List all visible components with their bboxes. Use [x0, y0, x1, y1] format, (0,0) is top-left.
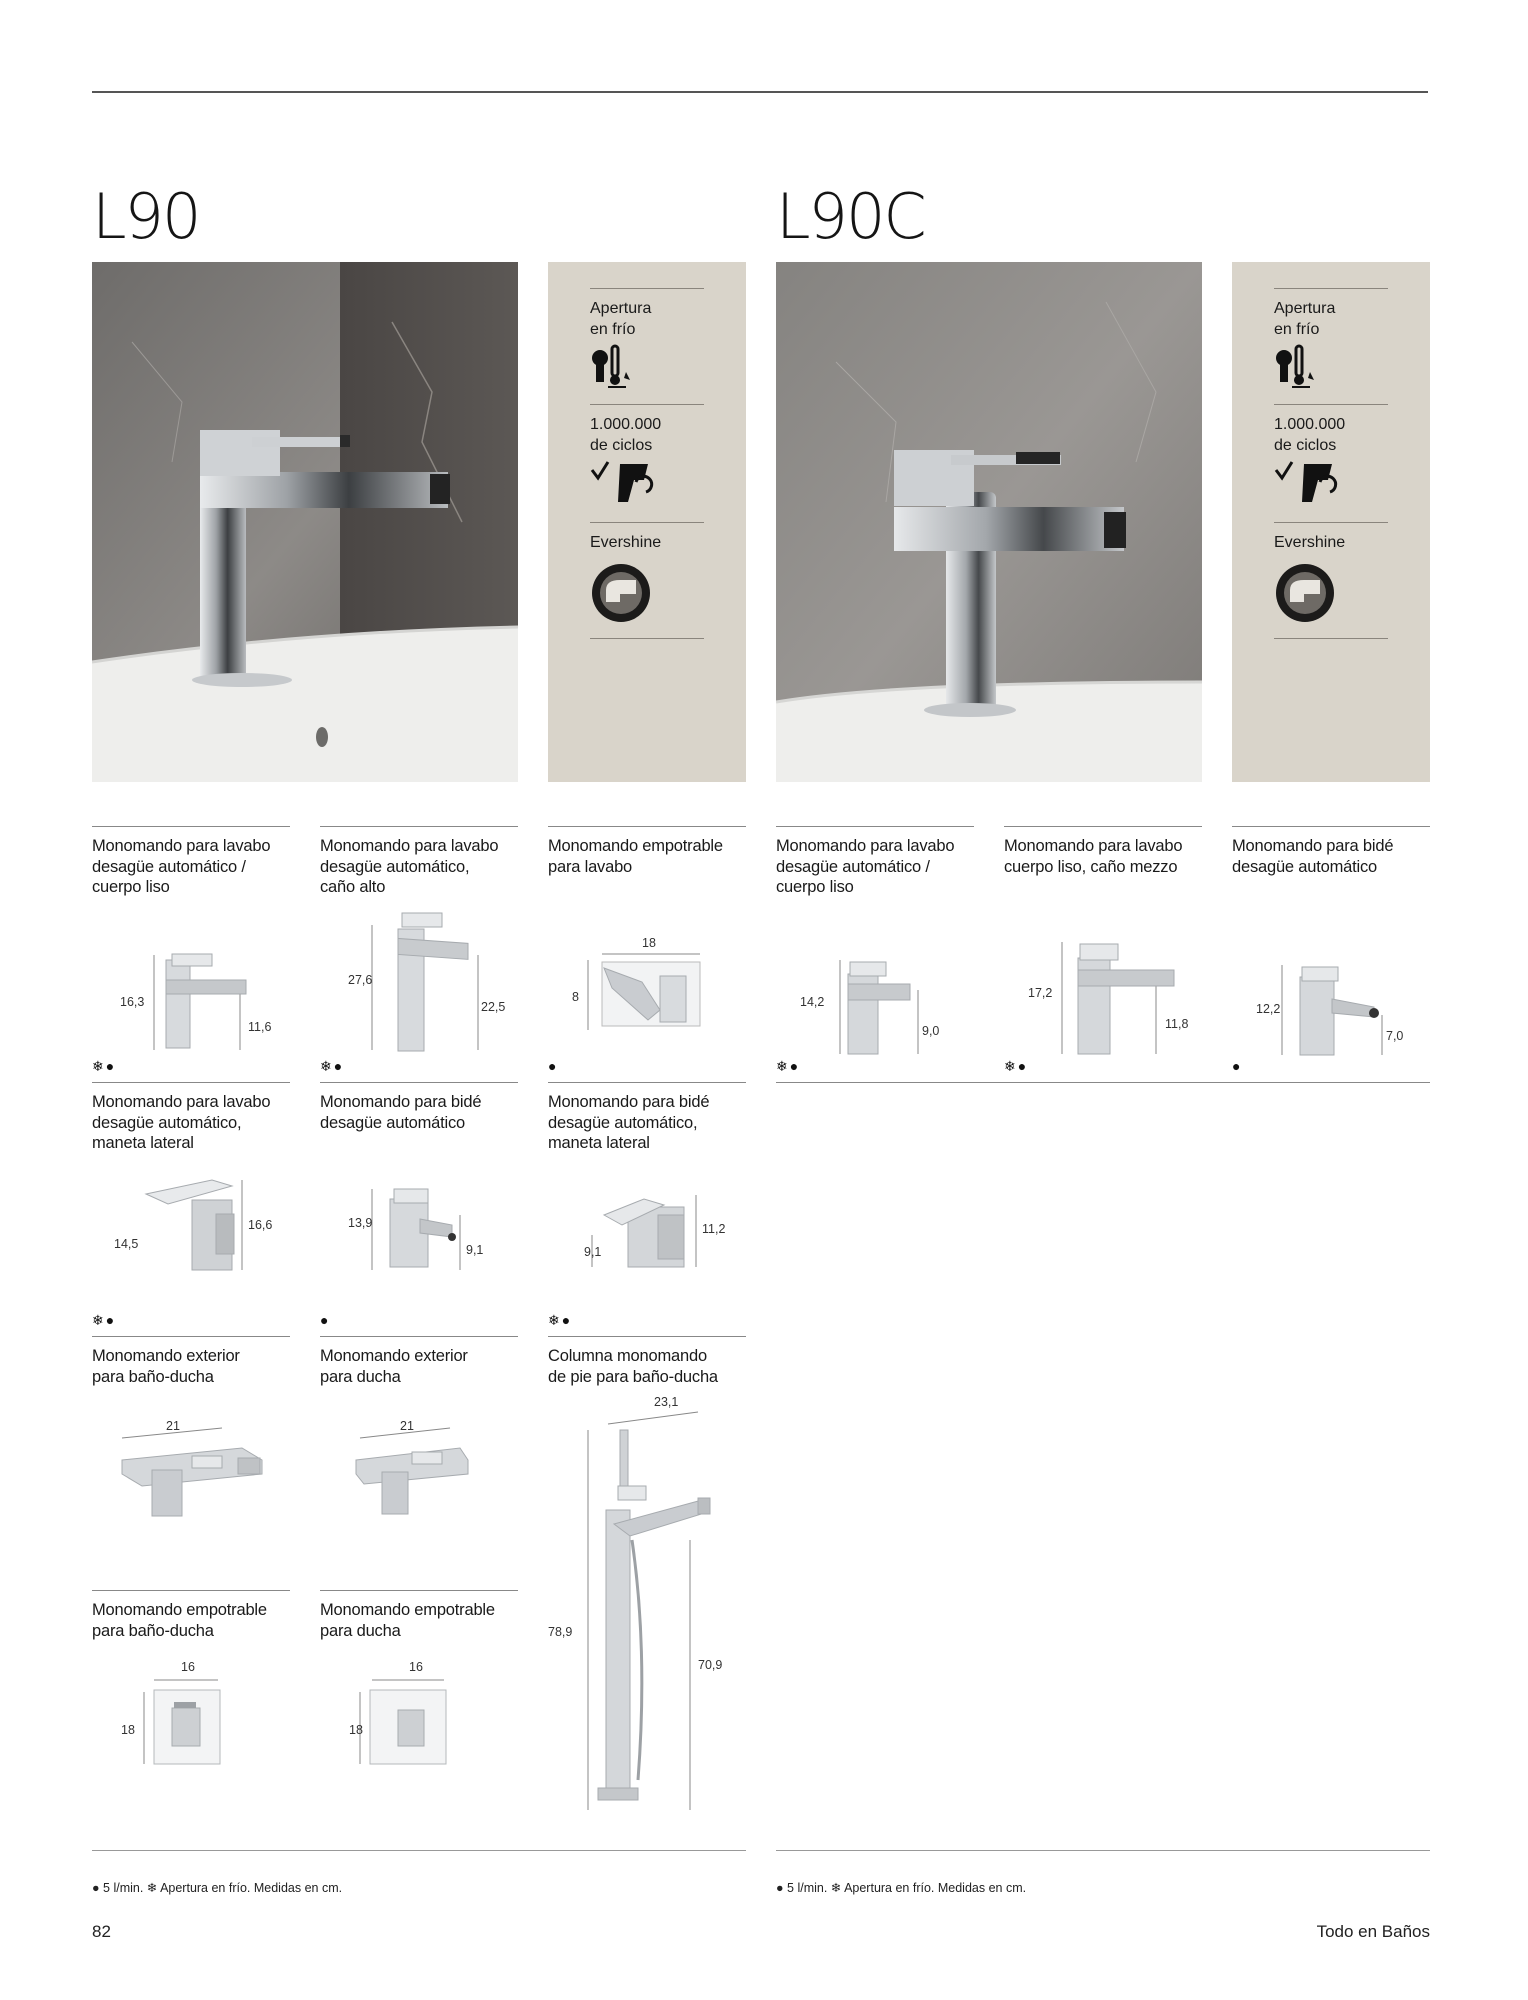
feature-marks: ● [1232, 1058, 1243, 1074]
product-rule [92, 1082, 290, 1083]
product-rule [548, 1082, 746, 1083]
drop-icon: ● [92, 1881, 100, 1895]
product-title: Monomando para bidé desagüe automático [320, 1093, 482, 1132]
product-rule [320, 826, 518, 827]
cold-open-icon [1274, 342, 1334, 397]
dimension-spout-height: 70,9 [698, 1658, 723, 1672]
product-title: Monomando para bidé desagüe automático, maneta lateral [548, 1093, 710, 1152]
divider [1274, 638, 1388, 639]
dimension-spout: 9,1 [466, 1243, 484, 1257]
dimension-width: 18 [642, 936, 656, 950]
dimension-total-height: 78,9 [548, 1625, 573, 1639]
product-title: Monomando para lavabo desagüe automático, caño alto [320, 837, 499, 896]
product-image [92, 1420, 290, 1540]
product-rule [92, 826, 290, 827]
cold-open-icon [590, 342, 650, 397]
notes-text: 5 l/min. ❄ Apertura en frío. Medidas en cm. [103, 1881, 343, 1895]
dimension-spout: 9,0 [922, 1024, 940, 1038]
product-photo-l90 [92, 262, 518, 782]
dimension-spout: 7,0 [1386, 1029, 1404, 1043]
product-title: Monomando para bidé desagüe automático [1232, 837, 1394, 876]
product-rule [92, 1590, 290, 1591]
notes-right [776, 1880, 1026, 1895]
dimension-height: 17,2 [1028, 986, 1053, 1000]
notes-rule [92, 1850, 746, 1851]
dimension-spout: 11,6 [248, 1020, 272, 1034]
product-title: Monomando para lavabo desagüe automático, maneta lateral [92, 1093, 271, 1152]
dimension-spout: 16,6 [248, 1218, 273, 1232]
product-rule [1232, 826, 1430, 827]
top-rule [92, 91, 1428, 93]
series-title-l90c: L90C [776, 180, 925, 253]
product-photo-l90c [776, 262, 1202, 782]
feature-cold-open-label: Apertura en frío [590, 300, 652, 338]
product-rule [92, 1336, 290, 1337]
dimension-spout: 11,8 [1165, 1017, 1189, 1031]
feature-marks: ❄● [320, 1058, 345, 1074]
dimension-height: 18 [349, 1723, 363, 1737]
product-rule [776, 1082, 1430, 1083]
product-rule [776, 826, 974, 827]
dimension-height: 14,5 [114, 1237, 139, 1251]
product-title: Monomando empotrable para baño-ducha [92, 1601, 267, 1640]
divider [590, 404, 704, 405]
feature-marks: ❄● [548, 1312, 573, 1328]
dimension-height: 14,2 [800, 995, 825, 1009]
product-title: Monomando para lavabo cuerpo liso, caño mezzo [1004, 837, 1183, 876]
divider [1274, 404, 1388, 405]
drop-icon: ● [776, 1881, 784, 1895]
dimension-height: 18 [121, 1723, 135, 1737]
product-image [320, 1175, 518, 1290]
feature-marks: ❄● [92, 1312, 117, 1328]
feature-panel-l90c [1232, 262, 1430, 782]
feature-evershine-label: Evershine [590, 534, 662, 551]
product-title: Monomando exterior para ducha [320, 1347, 468, 1386]
dimension-spout: 23,1 [654, 1395, 679, 1409]
cycles-icon [1274, 456, 1354, 515]
feature-cold-open-label: Apertura en frío [1274, 300, 1336, 338]
dimension-height: 11,2 [702, 1222, 726, 1236]
page-number: 82 [92, 1922, 111, 1941]
divider [1274, 522, 1388, 523]
notes-rule [776, 1850, 1430, 1851]
dimension-width: 16 [409, 1660, 423, 1674]
product-title: Monomando para lavabo desagüe automático / cuerpo liso [776, 837, 955, 896]
evershine-icon [590, 562, 652, 629]
product-title: Monomando para lavabo desagüe automático / cuerpo liso [92, 837, 271, 896]
dimension-height: 27,6 [348, 973, 373, 987]
dimension-height: 8 [572, 990, 579, 1004]
dimension-height: 13,9 [348, 1216, 373, 1230]
dimension-height: 12,2 [1256, 1002, 1281, 1016]
product-title: Monomando exterior para baño-ducha [92, 1347, 240, 1386]
dimension-spout: 9,1 [584, 1245, 602, 1259]
product-image [320, 1420, 518, 1540]
divider [590, 522, 704, 523]
cycles-icon [590, 456, 670, 515]
divider [590, 288, 704, 289]
feature-marks: ❄● [92, 1058, 117, 1074]
product-title: Columna monomando de pie para baño-ducha [548, 1347, 718, 1386]
product-rule [1004, 826, 1202, 827]
divider [590, 638, 704, 639]
feature-marks: ● [320, 1312, 331, 1328]
feature-marks: ❄● [776, 1058, 801, 1074]
product-title: Monomando empotrable para lavabo [548, 837, 723, 876]
notes-text: 5 l/min. ❄ Apertura en frío. Medidas en cm. [787, 1881, 1027, 1895]
dimension-width: 21 [166, 1419, 180, 1433]
feature-panel-l90 [548, 262, 746, 782]
notes-left [92, 1880, 342, 1895]
product-rule [320, 1336, 518, 1337]
feature-evershine-label: Evershine [1274, 534, 1346, 551]
feature-cycles-label: 1.000.000 de ciclos [590, 416, 662, 454]
divider [1274, 288, 1388, 289]
dimension-height: 16,3 [120, 995, 145, 1009]
dimension-width: 16 [181, 1660, 195, 1674]
footer-brand: Todo en Baños [1316, 1922, 1430, 1941]
product-rule [320, 1590, 518, 1591]
product-title: Monomando empotrable para ducha [320, 1601, 495, 1640]
product-rule [548, 1336, 746, 1337]
feature-marks: ❄● [1004, 1058, 1029, 1074]
product-image [548, 1400, 746, 1820]
product-rule [548, 826, 746, 827]
product-rule [320, 1082, 518, 1083]
feature-marks: ● [548, 1058, 559, 1074]
evershine-icon [1274, 562, 1336, 629]
dimension-width: 21 [400, 1419, 414, 1433]
feature-cycles-label: 1.000.000 de ciclos [1274, 416, 1346, 454]
series-title-l90: L90 [92, 180, 200, 253]
dimension-spout: 22,5 [481, 1000, 506, 1014]
